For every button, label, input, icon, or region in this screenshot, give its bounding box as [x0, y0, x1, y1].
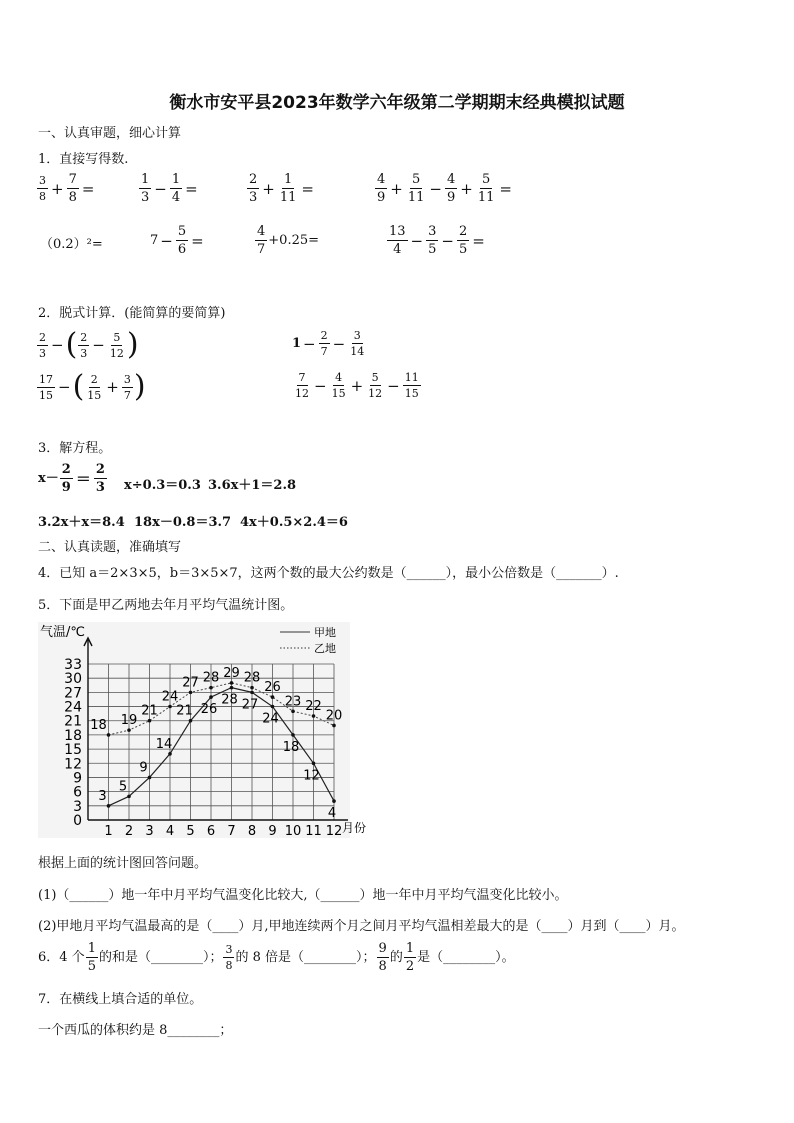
data-point	[148, 719, 152, 723]
data-label: 3	[98, 788, 107, 804]
data-label: 24	[161, 689, 179, 705]
legend-label: 甲地	[314, 626, 336, 639]
data-point	[189, 719, 193, 723]
data-point	[127, 728, 131, 732]
q1-a: $\frac{3}{8}$ + $\frac{7}{8}$ =	[39, 172, 95, 205]
y-tick-label: 3	[73, 798, 82, 815]
q1-h: $\frac{13}{4}$ − $\frac{3}{5}$ − $\frac{2}{5}$ =	[389, 224, 485, 257]
data-label: 18	[282, 739, 300, 755]
data-label: 9	[139, 760, 148, 776]
x-tick-label: 12	[325, 824, 343, 839]
q5-label: 5．下面是甲乙两地去年月平均气温统计图。	[38, 598, 294, 613]
y-tick-label: 27	[64, 685, 82, 702]
y-tick-label: 18	[64, 727, 82, 744]
q3-e3: 3.6x＋1＝2.8	[208, 478, 297, 493]
q3-e6: 4x＋0.5×2.4＝6	[240, 515, 348, 530]
data-label: 5	[118, 779, 128, 795]
data-point	[312, 761, 316, 765]
q2-c: $\frac{17}{15}$ −( $\frac{2}{15}$ + $\frac{3}{7}$ )	[39, 369, 146, 404]
y-tick-label: 33	[64, 657, 82, 673]
data-label: 21	[176, 703, 193, 719]
q7-line: 一个西瓜的体积约是 8________；	[38, 1023, 233, 1038]
x-tick-label: 6	[206, 824, 216, 839]
legend-label: 乙地	[314, 642, 336, 655]
y-tick-label: 12	[64, 756, 82, 773]
y-tick-label: 15	[64, 742, 82, 759]
data-point	[291, 709, 295, 713]
q1-f: 7 − $\frac{5}{6}$ =	[150, 224, 204, 257]
q6: 6．4 个 $\frac{1}{5}$ 的和是（________）； $\frac{3}{8}$ 的 8 倍是（________）； $\frac{9}{8}$ 的 $\frac{1}{2}$ 是（________）。	[38, 941, 515, 974]
data-label: 14	[155, 736, 173, 752]
section-2-heading: 二、认真读题，准确填写	[38, 540, 182, 555]
q4-text: 4．已知 a＝2×3×5，b＝3×5×7，这两个数的最大公约数是（______），最小公倍数是（_______）.	[38, 566, 619, 581]
x-tick-label: 8	[247, 824, 257, 839]
data-label: 27	[241, 697, 259, 713]
data-point	[107, 804, 111, 808]
data-point	[230, 681, 234, 685]
page-title: 衡水市安平县2023年数学六年级第二学期期末经典模拟试题	[169, 93, 625, 113]
x-tick-label: 2	[124, 824, 134, 839]
q7-label: 7．在横线上填合适的单位。	[38, 992, 203, 1007]
data-point	[209, 686, 213, 690]
q2-a: $\frac{2}{3}$ −( $\frac{2}{3}$ − $\frac{5}{12}$ )	[39, 327, 139, 362]
data-point	[230, 686, 234, 690]
data-label: 28	[243, 670, 261, 686]
section-1-heading: 一、认真审题，细心计算	[38, 126, 182, 141]
q1-e: （0.2）²=	[40, 237, 103, 252]
x-tick-label: 5	[186, 824, 195, 839]
y-tick-label: 24	[64, 699, 82, 716]
q3-e5: 18x－0.8＝3.7	[134, 515, 232, 530]
data-label: 26	[264, 680, 281, 696]
y-axis-label: 气温/℃	[40, 625, 85, 640]
q2-b: 1 − $\frac{2}{7}$ − $\frac{3}{14}$	[292, 329, 365, 358]
data-label: 24	[262, 711, 279, 727]
x-tick-label: 4	[165, 824, 175, 839]
q2-d: $\frac{7}{12}$ − $\frac{4}{15}$ + $\frac{5}{12}$ − $\frac{11}{15}$	[295, 371, 419, 400]
data-label: 29	[223, 665, 240, 681]
data-point	[250, 686, 254, 690]
data-point	[189, 691, 193, 695]
data-point	[168, 752, 172, 756]
data-label: 28	[202, 670, 220, 686]
data-point	[271, 705, 275, 709]
data-point	[148, 776, 152, 780]
data-point	[332, 799, 336, 803]
data-label: 23	[284, 694, 302, 710]
q1-g: $\frac{4}{7}$ +0.25=	[257, 224, 320, 257]
q3-label: 3．解方程。	[38, 441, 112, 456]
data-point	[250, 691, 254, 695]
x-tick-label: 10	[284, 824, 302, 839]
q5-part-1: (1)（______）地一年中月平均气温变化比较大,（______）地一年中月平均气温变化比较小。	[38, 888, 568, 903]
q2-label: 2．脱式计算．(能简算的要简算)	[38, 306, 226, 321]
y-tick-label: 6	[73, 784, 82, 801]
data-label: 18	[90, 717, 107, 733]
data-label: 26	[200, 702, 218, 718]
y-tick-label: 30	[64, 671, 82, 688]
q5-prompt: 根据上面的统计图回答问题。	[38, 856, 208, 871]
x-tick-label: 3	[145, 824, 154, 839]
data-point	[168, 705, 172, 709]
y-tick-label: 21	[64, 713, 82, 730]
data-point	[209, 695, 213, 699]
q1-b: $\frac{1}{3}$ − $\frac{1}{4}$ =	[141, 172, 198, 205]
x-tick-label: 1	[104, 824, 113, 839]
data-label: 28	[221, 692, 238, 708]
x-tick-label: 9	[268, 824, 277, 839]
x-tick-label: 11	[305, 824, 322, 839]
data-point	[271, 695, 275, 699]
q3-e1: x－ $\frac{2}{9}$ ＝ $\frac{2}{3}$	[38, 462, 105, 495]
data-label: 19	[120, 713, 138, 729]
x-tick-label: 7	[227, 824, 236, 839]
temperature-chart-svg	[38, 622, 367, 839]
q1-d: $\frac{4}{9}$ + $\frac{5}{11}$ − $\frac{4}{9}$ + $\frac{5}{11}$ =	[377, 172, 512, 205]
y-tick-label: 0	[73, 813, 82, 829]
data-point	[107, 733, 111, 737]
data-label: 22	[305, 699, 322, 714]
data-label: 27	[182, 675, 199, 691]
data-label: 21	[141, 703, 158, 719]
q3-e2: x÷0.3＝0.3	[124, 478, 201, 493]
q1-c: $\frac{2}{3}$ + $\frac{1}{11}$ =	[249, 172, 314, 205]
q1-label: 1．直接写得数.	[38, 152, 129, 167]
data-point	[332, 724, 336, 728]
q5-part-2: (2)甲地月平均气温最高的是（____）月,甲地连续两个月之间月平均气温相差最大的是（____）月到（____）月。	[38, 919, 685, 934]
data-point	[127, 795, 131, 799]
data-label: 4	[327, 806, 337, 822]
q3-e4: 3.2x＋x＝8.4	[38, 515, 125, 530]
data-point	[291, 733, 295, 737]
temperature-chart	[38, 622, 367, 839]
x-axis-label: 月份	[342, 821, 367, 835]
data-label: 20	[325, 708, 343, 724]
data-point	[312, 714, 316, 718]
y-tick-label: 9	[73, 770, 82, 787]
data-label: 12	[303, 768, 320, 784]
